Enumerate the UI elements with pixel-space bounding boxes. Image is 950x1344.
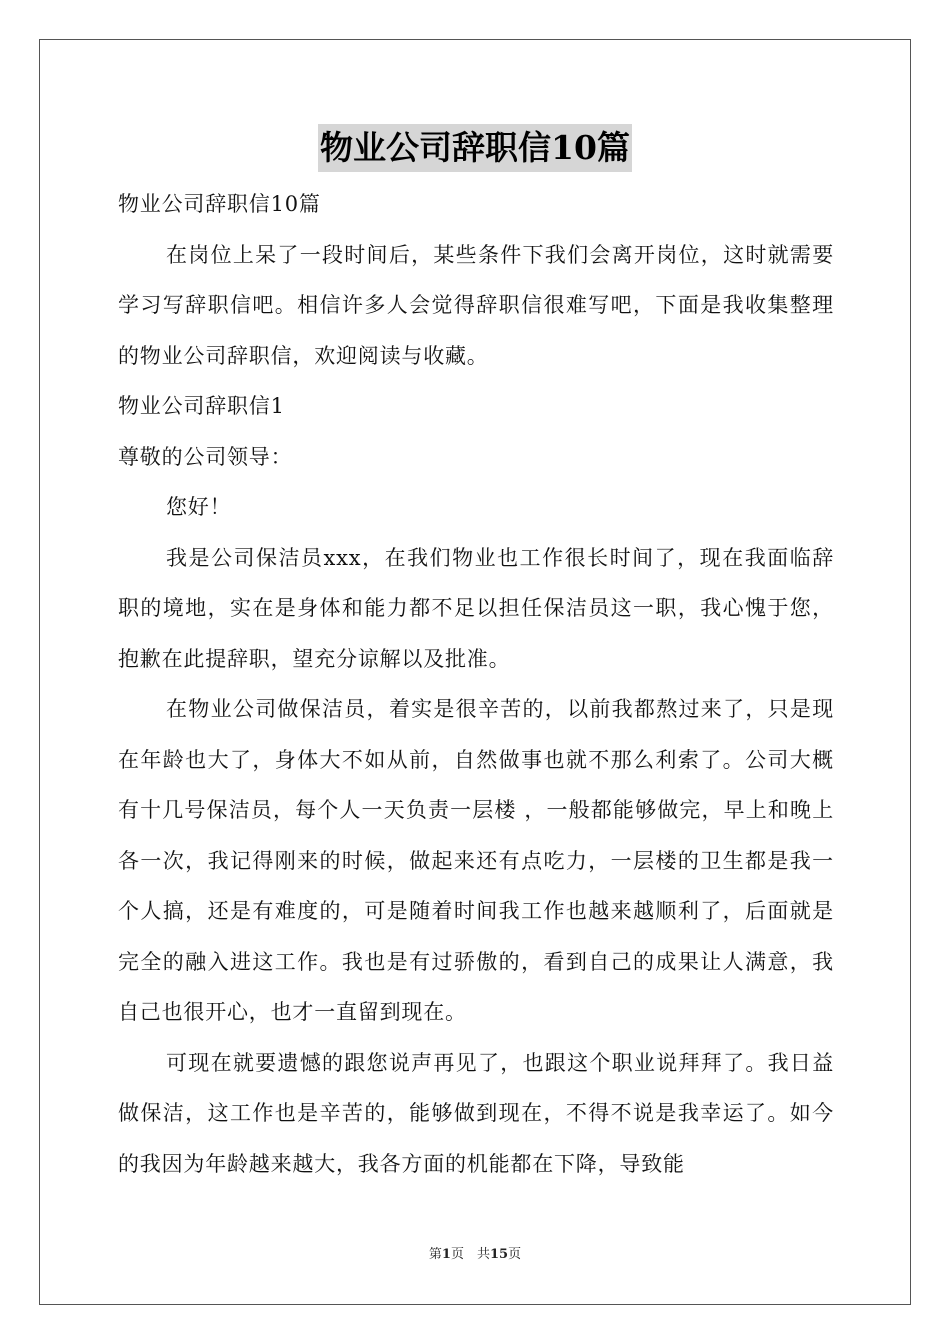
title-container <box>0 124 950 172</box>
total-page-number: 15 <box>489 1247 509 1262</box>
body-paragraph: 在物业公司做保洁员，着实是很辛苦的，以前我都熬过来了，只是现在年龄也大了，身体大不如从前，自然做事也就不那么利索了。公司大概有十几号保洁员，每个人一天负责一层楼 ，一般都能够做完，早上和晚上各一次，我记得刚来的时候，做起来还有点吃力，一层楼的卫生都是我一个人搞，还是有难度的，可是随着时间我工作也越来越顺利了，后面就是完全的融入进这工作。我也是有过骄傲的，看到自己的成果让人满意，我自己也很开心，也才一直留到现在。 <box>118 697 834 1024</box>
page-footer <box>0 1246 950 1264</box>
section-heading: 物业公司辞职信1 <box>118 394 285 418</box>
document-title: 物业公司辞职信10篇 <box>318 124 632 172</box>
page-label-mid: 页 共 <box>450 1247 490 1262</box>
document-body <box>118 179 834 1189</box>
greeting: 您好！ <box>166 495 232 519</box>
page-label-prefix: 第 <box>428 1247 442 1262</box>
document-subtitle: 物业公司辞职信10篇 <box>118 192 321 216</box>
page-label-suffix: 页 <box>508 1247 522 1262</box>
body-paragraph: 我是公司保洁员xxx，在我们物业也工作很长时间了，现在我面临辞职的境地，实在是身体和能力都不足以担任保洁员这一职，我心愧于您，抱歉在此提辞职，望充分谅解以及批准。 <box>118 545 834 671</box>
salutation: 尊敬的公司领导： <box>118 444 293 469</box>
body-paragraph: 可现在就要遗憾的跟您说声再见了，也跟这个职业说拜拜了。我日益做保洁，这工作也是辛苦的，能够做到现在，不得不说是我幸运了。如今的我因为年龄越来越大，我各方面的机能都在下降，导致能 <box>118 1050 834 1176</box>
current-page-number: 1 <box>441 1247 451 1262</box>
intro-paragraph: 在岗位上呆了一段时间后，某些条件下我们会离开岗位，这时就需要学习写辞职信吧。相信许多人会觉得辞职信很难写吧，下面是我收集整理的物业公司辞职信，欢迎阅读与收藏。 <box>118 242 834 368</box>
